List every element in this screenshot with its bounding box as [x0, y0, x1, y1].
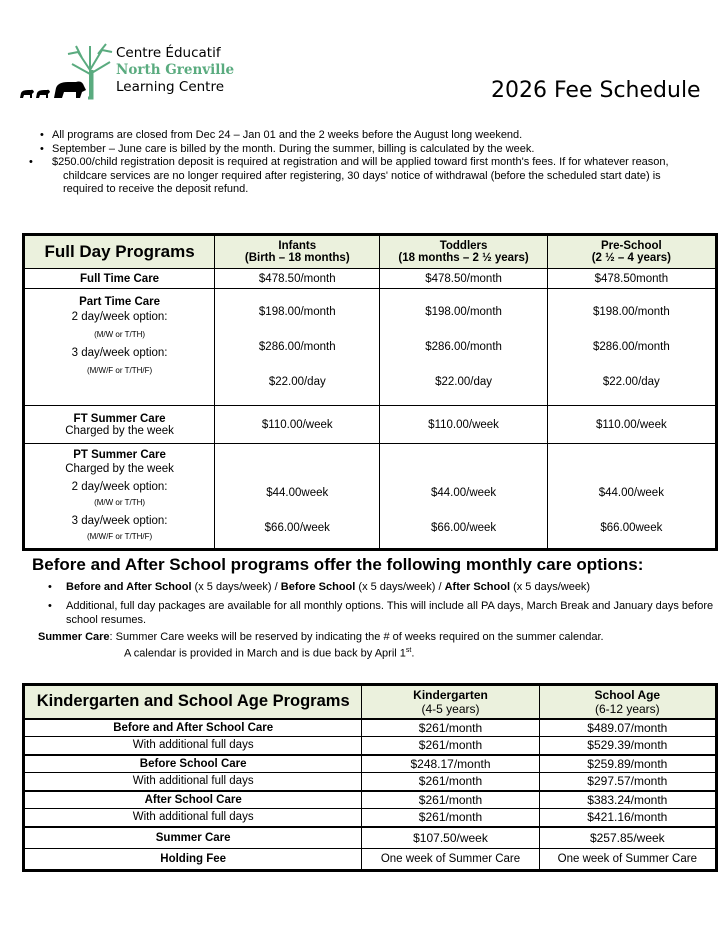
bear-icon — [54, 82, 86, 99]
table-row: Before School Care $248.17/month $259.89/month — [24, 755, 717, 773]
before-after-list — [48, 580, 718, 632]
logo-line-3: Learning Centre — [116, 79, 225, 95]
table-row: Before and After School Care $261/month $489.07/month — [24, 719, 717, 737]
table-row: Full Time Care $478.50/month $478.50/month $478.50month — [24, 269, 717, 289]
list-item: • Before and After School (x 5 days/week) / Before School (x 5 days/week) / After School (x 5 days/week) — [48, 580, 718, 594]
list-item: • Additional, full day packages are available for all monthly options. This will include all PA days, March Break and January days before school resumes. — [48, 599, 718, 627]
logo-text — [116, 45, 234, 96]
before-after-heading: Before and After School programs offer the following monthly care options: — [32, 555, 644, 574]
note-item: • $250.00/child registration deposit is required at registration and will be applied toward first month's fees. If for whatever reason, childcare services are no longer required after registering, 30 days' notice of withdrawal (before the scheduled start date) is required to receive the deposit refund. — [38, 156, 698, 197]
table-row: Part Time Care 2 day/week option: (M/W or T/TH) 3 day/week option: (M/W/F or T/TH/F) $198.00/month $286.00/month $22.00/day $198.00/month $286.00/month $22.00/day $198.00/month $286.00/month $22.00/day — [24, 289, 717, 406]
notes-list — [38, 129, 698, 197]
table-row: Summer Care $107.50/week $257.85/week — [24, 827, 717, 849]
school-age-table — [22, 683, 718, 872]
col-header-toddlers: Toddlers (18 months – 2 ½ years) — [380, 235, 547, 269]
summer-care-note: Summer Care: Summer Care weeks will be reserved by indicating the # of weeks required on the summer calendar. A calendar is provided in March and is due back by April 1st. — [38, 631, 604, 660]
table-row: FT Summer Care Charged by the week $110.00/week $110.00/week $110.00/week — [24, 406, 717, 444]
table-row: PT Summer Care Charged by the week 2 day/week option: (M/W or T/TH) 3 day/week option: (M/W/F or T/TH/F) $44.00week $66.00/week $44.00/week $66.00/week $44.00/week $66.00week — [24, 444, 717, 550]
col-header-school-age: School Age (6-12 years) — [539, 685, 716, 719]
note-item: • September – June care is billed by the month. During the summer, billing is calculated by the week. — [38, 143, 698, 157]
col-header-preschool: Pre-School (2 ½ – 4 years) — [547, 235, 716, 269]
logo-line-1: Centre Éducatif — [116, 45, 221, 61]
col-header-kindergarten: Kindergarten (4-5 years) — [362, 685, 539, 719]
table-row: With additional full days $261/month $297.57/month — [24, 773, 717, 791]
table-title: Full Day Programs — [24, 235, 215, 269]
table-title: Kindergarten and School Age Programs — [24, 685, 362, 719]
table-row: After School Care $261/month $383.24/month — [24, 791, 717, 809]
table-row: Holding Fee One week of Summer Care One week of Summer Care — [24, 849, 717, 871]
logo-line-2: North Grenville — [116, 62, 235, 78]
full-day-table — [22, 233, 718, 551]
note-item: • All programs are closed from Dec 24 – Jan 01 and the 2 weeks before the August long weekend. — [38, 129, 698, 143]
table-row: With additional full days $261/month $529.39/month — [24, 737, 717, 755]
cub-icon — [20, 90, 50, 98]
table-row: With additional full days $261/month $421.16/month — [24, 809, 717, 827]
col-header-infants: Infants (Birth – 18 months) — [215, 235, 380, 269]
page-title: 2026 Fee Schedule — [491, 78, 701, 103]
